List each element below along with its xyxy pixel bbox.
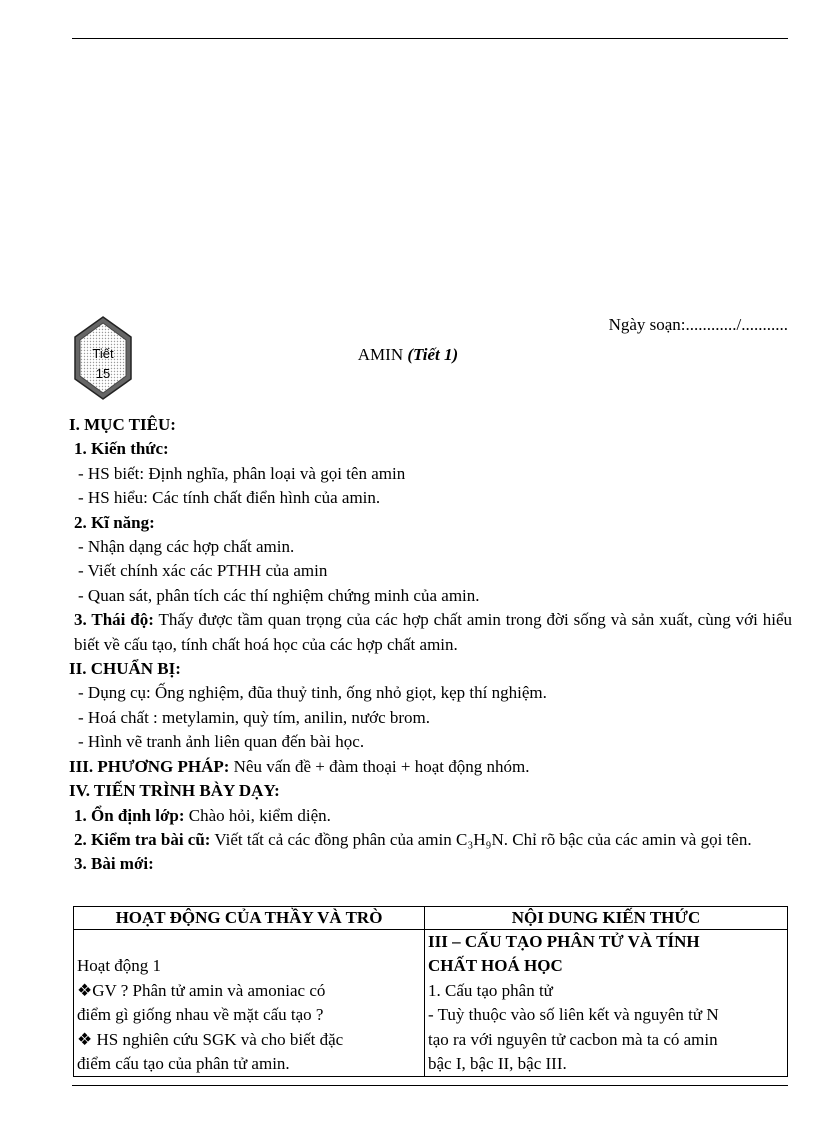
cell-spacer xyxy=(77,930,421,954)
bullet-item: - Nhận dạng các hợp chất amin. xyxy=(78,537,295,557)
step-1-label: 1. Ổn định lớp: xyxy=(74,805,185,825)
table-header-row xyxy=(74,907,788,930)
attitude-label: 3. Thái độ: xyxy=(74,610,154,630)
content-line: tạo ra với nguyên tử cacbon mà ta có amin xyxy=(428,1029,718,1049)
content-heading: CHẤT HOÁ HỌC xyxy=(428,956,563,976)
step-3: 3. Bài mới: xyxy=(74,854,154,874)
bullet-item: - Dụng cụ: Ống nghiệm, đũa thuỷ tinh, ống nhỏ giọt, kẹp thí nghiệm. xyxy=(78,683,547,703)
bullet-item: - HS biết: Định nghĩa, phân loại và gọi tên amin xyxy=(78,463,406,483)
title-main: AMIN xyxy=(357,345,404,364)
section-heading-1: I. MỤC TIÊU: xyxy=(69,415,176,434)
date-prepared: Ngày soạn:............/........... xyxy=(608,315,788,334)
step-1-text: Chào hỏi, kiểm diện. xyxy=(188,805,331,825)
content-line: 1. Cấu tạo phân tử xyxy=(428,980,553,1000)
header-rule xyxy=(72,38,788,39)
bullet-item: - Viết chính xác các PTHH của amin xyxy=(78,561,328,581)
badge-line-1: Tiết xyxy=(92,346,114,361)
section-heading-2: II. CHUẨN BỊ: xyxy=(69,659,181,679)
step-2-text: Viết tất cả các đồng phân của amin C₃H₉N. Chỉ rõ bậc của các amin và gọi tên. xyxy=(214,829,752,849)
content-heading: III – CẤU TẠO PHÂN TỬ VÀ TÍNH xyxy=(428,932,700,951)
lesson-table xyxy=(73,906,788,1077)
content-cell xyxy=(425,930,788,1077)
bullet-item: - HS hiểu: Các tính chất điển hình của amin. xyxy=(78,488,381,508)
document-body xyxy=(69,413,792,877)
method-label: III. PHƯƠNG PHÁP: xyxy=(69,756,230,776)
activity-line: điểm cấu tạo của phân tử amin. xyxy=(77,1054,290,1074)
step-1 xyxy=(69,804,792,828)
bullet-item: - Hoá chất : metylamin, quỳ tím, anilin, nước brom. xyxy=(78,707,430,727)
activity-line: ❖GV ? Phân tử amin và amoniac có xyxy=(77,980,326,1000)
subheading-skills: 2. Kĩ năng: xyxy=(74,512,155,532)
table-row xyxy=(74,930,788,1077)
title-sub: (Tiết 1) xyxy=(407,345,459,364)
activity-line: Hoạt động 1 xyxy=(77,956,162,976)
section-heading-3 xyxy=(69,755,792,779)
content-line: bậc I, bậc II, bậc III. xyxy=(428,1054,567,1074)
section-heading-4: IV. TIẾN TRÌNH BÀY DẠY: xyxy=(69,781,280,801)
attitude-paragraph xyxy=(69,608,792,657)
activity-line: điểm gì giống nhau về mặt cấu tạo ? xyxy=(77,1005,324,1025)
content-line: - Tuỳ thuộc vào số liên kết và nguyên tử N xyxy=(428,1005,719,1025)
badge-line-2: 15 xyxy=(95,366,111,381)
method-text: Nêu vấn đề + đàm thoại + hoạt động nhóm. xyxy=(233,756,530,776)
footer-rule xyxy=(72,1085,788,1086)
column-header-content: NỘI DUNG KIẾN THỨC xyxy=(425,907,788,930)
bullet-item: - Quan sát, phân tích các thí nghiệm chứng minh của amin. xyxy=(78,585,480,605)
subheading-knowledge: 1. Kiến thức: xyxy=(74,439,169,459)
bullet-item: - Hình vẽ tranh ảnh liên quan đến bài học. xyxy=(78,732,365,752)
column-header-activities: HOẠT ĐỘNG CỦA THẦY VÀ TRÒ xyxy=(74,907,425,930)
attitude-text: Thấy được tầm quan trọng của các hợp chất amin trong đời sống và sản xuất, cùng với hiểu biết về cấu tạo, tính chất hoá học của các hợp chất amin. xyxy=(74,610,792,654)
step-2 xyxy=(69,828,792,852)
step-2-label: 2. Kiểm tra bài cũ: xyxy=(74,829,211,849)
activities-cell xyxy=(74,930,425,1077)
activity-line: ❖ HS nghiên cứu SGK và cho biết đặc xyxy=(77,1029,344,1049)
page-title xyxy=(0,345,816,365)
